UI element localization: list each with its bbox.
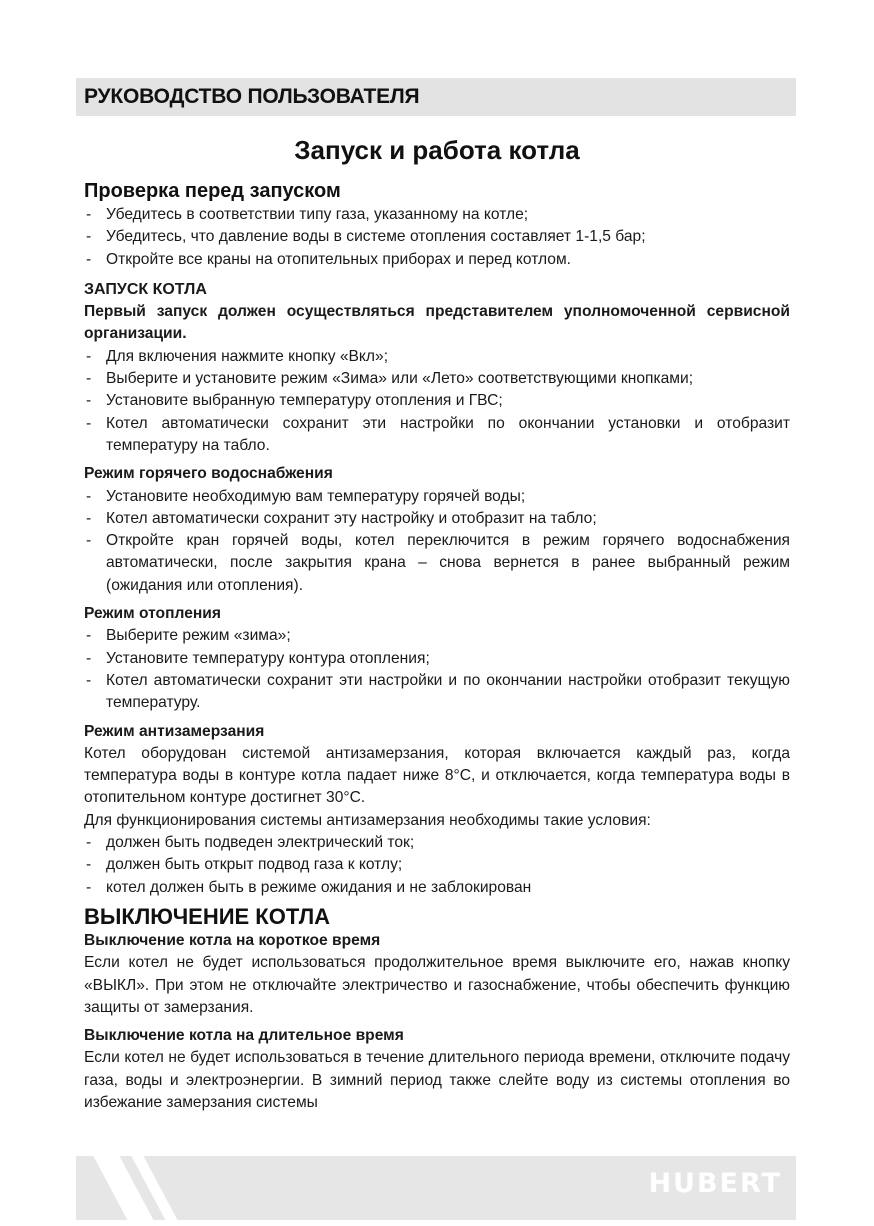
- list-item: - Откройте кран горячей воды, котел переключится в режим горячего водоснабжения автоматически, после закрытия крана – снова вернется в ранее выбранный режим (ожидания или отопления).: [84, 530, 790, 597]
- check-list: [84, 204, 790, 271]
- footer-band: [76, 1156, 796, 1220]
- list-item: - Котел автоматически сохранит эту настройку и отобразит на табло;: [84, 508, 790, 530]
- page-title: Запуск и работа котла: [294, 135, 580, 165]
- list-item: - Котел автоматически сохранит эти настройки и по окончании настройки отобразит текущую температуру.: [84, 670, 790, 715]
- shutdown-long-heading: Выключение котла на длительное время: [84, 1027, 404, 1045]
- shutdown-short-heading: Выключение котла на короткое время: [84, 931, 381, 949]
- hot-water-list: [84, 486, 790, 597]
- list-item: - Выберите и установите режим «Зима» или «Лето» соответствующими кнопками;: [84, 368, 790, 390]
- heating-list: [84, 625, 790, 714]
- list-item: - Убедитесь, что давление воды в системе отопления составляет 1-1,5 бар;: [84, 226, 790, 248]
- launch-list: [84, 346, 790, 457]
- list-item: - Выберите режим «зима»;: [84, 625, 790, 647]
- check-heading: Проверка перед запуском: [84, 180, 341, 202]
- heating-heading: Режим отопления: [84, 605, 221, 623]
- shutdown-heading: ВЫКЛЮЧЕНИЕ КОТЛА: [84, 903, 331, 929]
- list-item: - Установите температуру контура отопления;: [84, 648, 790, 670]
- list-item: - Для включения нажмите кнопку «Вкл»;: [84, 346, 790, 368]
- list-item: - Котел автоматически сохранит эти настройки по окончании установки и отобразит температуру на табло.: [84, 413, 790, 458]
- shutdown-short-text: Если котел не будет использоваться продолжительное время выключите его, нажав кнопку «ВЫКЛ». При этом не отключайте электричество и газоснабжение, чтобы обеспечить функцию защиты от замерзания.: [84, 954, 790, 1016]
- launch-note: Первый запуск должен осуществляться представителем уполномоченной сервисной организации.: [84, 303, 790, 343]
- list-item: - должен быть открыт подвод газа к котлу;: [84, 854, 790, 876]
- hot-water-heading: Режим горячего водоснабжения: [84, 465, 333, 483]
- antifreeze-conditions: Для функционирования системы антизамерзания необходимы такие условия:: [84, 811, 651, 829]
- list-item: - Откройте все краны на отопительных приборах и перед котлом.: [84, 249, 790, 271]
- brand-logo: HUBERT: [648, 1168, 782, 1199]
- list-item: - Убедитесь в соответствии типу газа, указанному на котле;: [84, 204, 790, 226]
- header-label: РУКОВОДСТВО ПОЛЬЗОВАТЕЛЯ: [84, 85, 420, 108]
- page-content: [84, 130, 790, 1114]
- shutdown-long-text: Если котел не будет использоваться в течение длительного периода времени, отключите подачу газа, воды и электроэнергии. В зимний период также слейте воду из системы отопления во избежание замерзания системы: [84, 1049, 790, 1111]
- list-item: - Установите необходимую вам температуру горячей воды;: [84, 486, 790, 508]
- antifreeze-list: [84, 832, 790, 899]
- antifreeze-paragraph: Котел оборудован системой антизамерзания, которая включается каждый раз, когда температура воды в контуре котла падает ниже 8°С, и отключается, когда температура воды в отопительном контуре достигнет 30°С.: [84, 744, 790, 807]
- header-band: [76, 78, 796, 116]
- launch-heading: ЗАПУСК КОТЛА: [84, 280, 207, 298]
- antifreeze-heading: Режим антизамерзания: [84, 722, 265, 740]
- list-item: - Установите выбранную температуру отопления и ГВС;: [84, 390, 790, 412]
- list-item: - котел должен быть в режиме ожидания и не заблокирован: [84, 877, 790, 899]
- list-item: - должен быть подведен электрический ток;: [84, 832, 790, 854]
